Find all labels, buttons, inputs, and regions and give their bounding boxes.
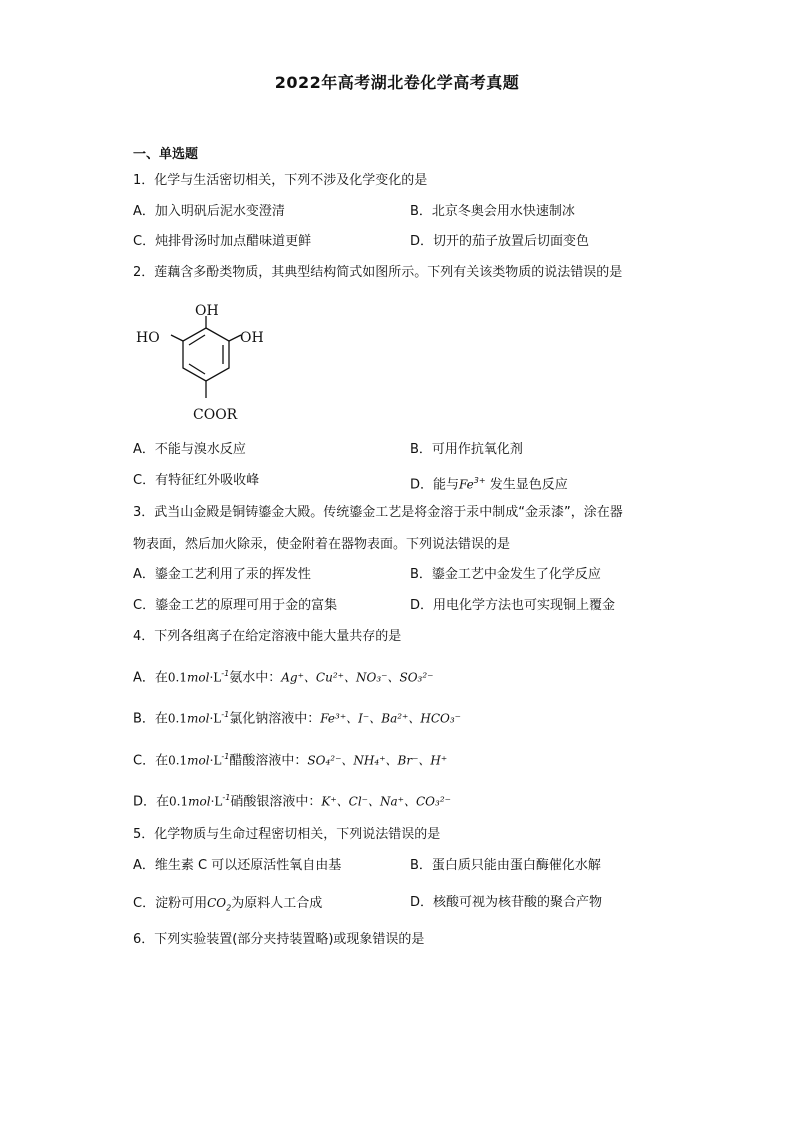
question-3-option-b: B．鎏金工艺中金发生了化学反应 [410, 567, 601, 582]
co2-formula: CO [207, 896, 227, 910]
question-1-option-c: C．炖排骨汤时加点醋味道更鲜 [133, 234, 312, 249]
question-5-option-d: D．核酸可视为核苷酸的聚合产物 [410, 895, 603, 910]
iron-ion: Fe [459, 477, 474, 492]
oh-top-label: OH [195, 303, 219, 319]
option-prefix: B．在 [133, 711, 168, 727]
option-d-suffix: 发生显色反应 [489, 477, 568, 493]
mol-unit: mol [187, 753, 210, 768]
concentration-value: 0.1 [169, 794, 189, 809]
option-d-prefix: D．能与 [410, 477, 460, 493]
question-4-stem: 4．下列各组离子在给定溶液中能大量共存的是 [133, 629, 402, 644]
polyphenol-structure-diagram [133, 298, 273, 428]
option-prefix: A．在 [133, 670, 168, 686]
question-5-option-b: B．蛋白质只能由蛋白酶催化水解 [410, 858, 601, 873]
option-prefix: C．在 [133, 753, 169, 769]
solvent-label: 醋酸溶液中： [229, 753, 308, 769]
mol-unit: mol [188, 794, 211, 809]
question-4-option-d [133, 789, 451, 811]
ester-label: COOR [193, 407, 238, 423]
concentration-value: 0.1 [168, 753, 188, 768]
question-3-option-c: C．鎏金工艺的原理可用于金的富集 [133, 598, 338, 613]
ion-list: SO₄²⁻、NH₄⁺、Br⁻、H⁺ [307, 753, 448, 768]
question-1-option-b: B．北京冬奥会用水快速制冰 [410, 204, 575, 219]
question-4-option-b [133, 706, 461, 728]
litre-unit: ·L [209, 753, 222, 768]
concentration-value: 0.1 [167, 670, 187, 685]
question-6-stem: 6．下列实验装置(部分夹持装置略)或现象错误的是 [133, 932, 425, 947]
oh-left-label: HO [136, 330, 160, 346]
option-prefix: C．淀粉可用 [133, 896, 208, 911]
question-5-stem: 5．化学物质与生命过程密切相关，下列说法错误的是 [133, 827, 441, 842]
question-5-option-a: A．维生素 C 可以还原活性氧自由基 [133, 858, 342, 873]
question-1-stem: 1．化学与生活密切相关，下列不涉及化学变化的是 [133, 173, 428, 188]
section-heading: 一、单选题 [133, 147, 199, 162]
ion-list: K⁺、Cl⁻、Na⁺、CO₃²⁻ [321, 794, 451, 809]
iron-charge: 3+ [473, 476, 486, 485]
unit-exponent: -1 [222, 793, 231, 802]
litre-unit: ·L [209, 711, 222, 726]
question-3-option-d: D．用电化学方法也可实现铜上覆金 [410, 598, 616, 613]
solvent-label: 氨水中： [229, 670, 282, 686]
question-5-option-c [133, 894, 322, 918]
question-2-option-b: B．可用作抗氧化剂 [410, 442, 523, 457]
bond-left [171, 335, 183, 341]
ion-list: Ag⁺、Cu²⁺、NO₃⁻、SO₃²⁻ [281, 670, 434, 685]
unit-exponent: -1 [221, 710, 230, 719]
question-4-option-a [133, 665, 433, 687]
solvent-label: 硝酸银溶液中： [230, 794, 322, 810]
mol-unit: mol [187, 670, 210, 685]
question-1-option-d: D．切开的茄子放置后切面变色 [410, 234, 590, 249]
option-suffix: 为原料人工合成 [231, 896, 323, 911]
co2-subscript: 2 [226, 903, 232, 913]
question-2-option-a: A．不能与溴水反应 [133, 442, 246, 457]
benzene-ring [183, 328, 229, 381]
ion-list: Fe³⁺、I⁻、Ba²⁺、HCO₃⁻ [320, 711, 462, 726]
question-2-stem: 2．莲藕含多酚类物质，其典型结构简式如图所示。下列有关该类物质的说法错误的是 [133, 265, 623, 280]
question-3-stem-line-1: 3．武当山金殿是铜铸鎏金大殿。传统鎏金工艺是将金溶于汞中制成“金汞漆”，涂在器 [133, 505, 623, 520]
litre-unit: ·L [210, 794, 223, 809]
concentration-value: 0.1 [167, 711, 188, 726]
unit-exponent: -1 [221, 669, 230, 678]
question-1-option-a: A．加入明矾后泥水变澄清 [133, 204, 285, 219]
mol-unit: mol [187, 711, 210, 726]
question-3-option-a: A．鎏金工艺利用了汞的挥发性 [133, 567, 311, 582]
question-2-option-c: C．有特征红外吸收峰 [133, 473, 260, 488]
question-2-option-d [410, 472, 568, 494]
oh-right-label: OH [240, 330, 264, 346]
litre-unit: ·L [209, 670, 222, 685]
page-title: 2022年高考湖北卷化学高考真题 [274, 73, 520, 92]
unit-exponent: -1 [221, 752, 230, 761]
question-3-stem-line-2: 物表面，然后加火除汞，使金附着在器物表面。下列说法错误的是 [133, 537, 511, 552]
question-4-option-c [133, 748, 447, 770]
option-prefix: D．在 [133, 794, 170, 810]
solvent-label: 氯化钠溶液中： [229, 711, 321, 727]
